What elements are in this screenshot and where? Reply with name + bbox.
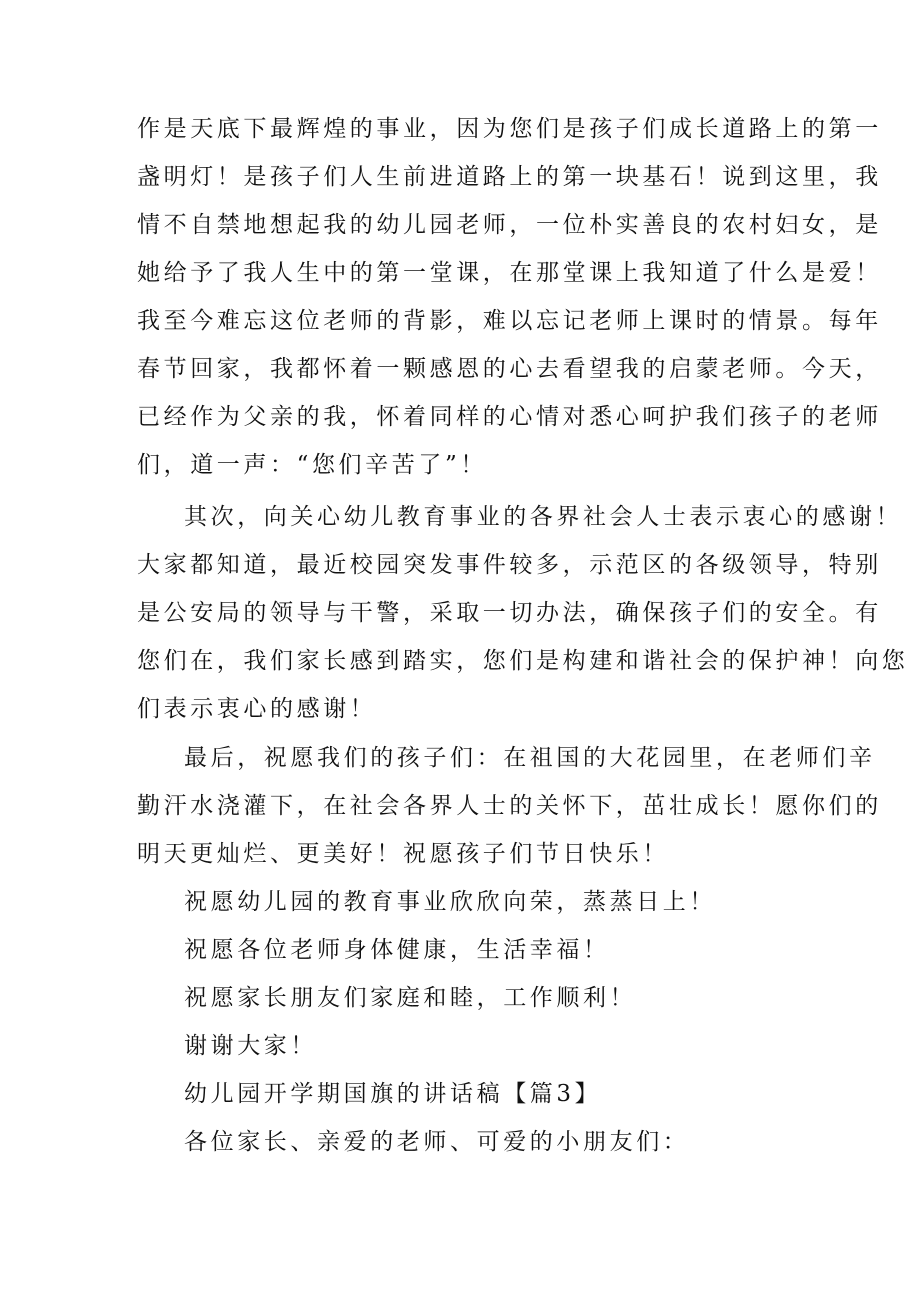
paragraph-start-line: 其次，向关心幼儿教育事业的各界社会人士表示衷心的感谢！: [184, 504, 903, 530]
salutation-line: 各位家长、亲爱的老师、可爱的小朋友们：: [184, 1129, 690, 1155]
closing-line: 谢谢大家！: [184, 1033, 317, 1059]
body-text-line: 春节回家，我都怀着一颗感恩的心去看望我的启蒙老师。今天，: [137, 356, 882, 382]
body-text-line: 作是天底下最辉煌的事业，因为您们是孩子们成长道路上的第一: [137, 116, 882, 142]
body-text-line: 盏明灯！是孩子们人生前进道路上的第一块基石！说到这里，我: [137, 164, 882, 190]
wish-line: 祝愿各位老师身体健康，生活幸福！: [184, 937, 610, 963]
body-text-line: 情不自禁地想起我的幼儿园老师，一位朴实善良的农村妇女，是: [137, 212, 882, 238]
body-text-line: 勤汗水浇灌下，在社会各界人士的关怀下，茁壮成长！愿你们的: [137, 793, 882, 819]
body-text-line: 们表示衷心的感谢！: [137, 696, 377, 722]
wish-line: 祝愿家长朋友们家庭和睦，工作顺利！: [184, 985, 637, 1011]
body-text-line: 她给予了我人生中的第一堂课，在那堂课上我知道了什么是爱！: [137, 260, 882, 286]
body-text-line: 您们在，我们家长感到踏实，您们是构建和谐社会的保护神！向您: [137, 648, 909, 674]
body-text-line: 们，道一声：“您们辛苦了”！: [137, 452, 487, 478]
paragraph-start-line: 最后，祝愿我们的孩子们：在祖国的大花园里，在老师们辛: [184, 745, 876, 771]
body-text-line: 我至今难忘这位老师的背影，难以忘记老师上课时的情景。每年: [137, 308, 882, 334]
body-text-line: 已经作为父亲的我，怀着同样的心情对悉心呵护我们孩子的老师: [137, 404, 882, 430]
wish-line: 祝愿幼儿园的教育事业欣欣向荣，蒸蒸日上！: [184, 889, 716, 915]
body-text-line: 大家都知道，最近校园突发事件较多，示范区的各级领导，特别: [137, 552, 882, 578]
body-text-line: 是公安局的领导与干警，采取一切办法，确保孩子们的安全。有: [137, 600, 882, 626]
section-heading: 幼儿园开学期国旗的讲话稿【篇3】: [184, 1081, 602, 1107]
body-text-line: 明天更灿烂、更美好！祝愿孩子们节日快乐！: [137, 841, 669, 867]
